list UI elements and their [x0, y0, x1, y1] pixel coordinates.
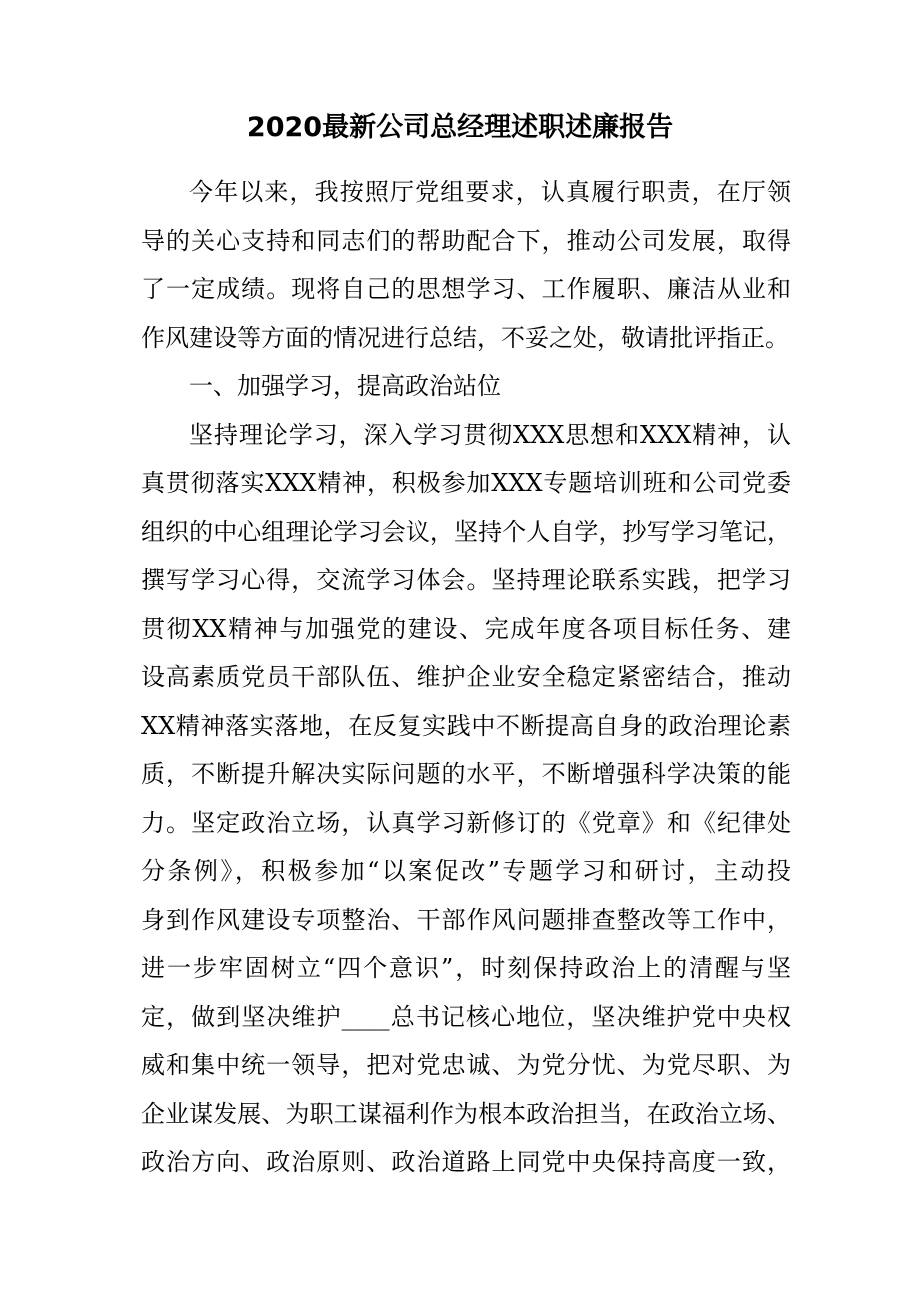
text-line: 真贯彻落实XXX精神，积极参加XXX专题培训班和公司党委 [141, 469, 791, 497]
text-line: 定，做到坚决维护____总书记核心地位，坚决维护党中央权 [141, 1002, 791, 1031]
text-line: 作风建设等方面的情况进行总结，不妥之处，敬请批评指正。 [141, 323, 789, 352]
text-line: 进一步牢固树立“四个意识”，时刻保持政治上的清醒与坚 [141, 954, 791, 982]
text-line: 质，不断提升解决实际问题的水平，不断增强科学决策的能 [141, 760, 791, 788]
text-line: 企业谋发展、为职工谋福利作为根本政治担当，在政治立场、 [141, 1099, 791, 1128]
text-line: 贯彻XX精神与加强党的建设、完成年度各项目标任务、建 [141, 614, 791, 643]
document-title: 2020最新公司总经理述职述廉报告 [246, 112, 674, 143]
text-line: 撰写学习心得，交流学习体会。坚持理论联系实践，把学习 [141, 566, 791, 594]
text-line: 分条例》，积极参加“以案促改”专题学习和研讨，主动投 [141, 857, 791, 885]
text-line: XX精神落实落地，在反复实践中不断提高自身的政治理论素 [141, 711, 791, 740]
text-line: 身到作风建设专项整治、干部作风问题排查整改等工作中， [141, 905, 791, 934]
text-line: 设高素质党员干部队伍、维护企业安全稳定紧密结合，推动 [141, 663, 791, 691]
text-line: 导的关心支持和同志们的帮助配合下，推动公司发展，取得 [141, 226, 791, 255]
text-line: 坚持理论学习，深入学习贯彻XXX思想和XXX精神，认 [189, 420, 791, 449]
document-body [141, 168, 791, 1187]
text-line: 政治方向、政治原则、政治道路上同党中央保持高度一致， [141, 1148, 791, 1176]
text-line: 威和集中统一领导，把对党忠诚、为党分忧、为党尽职、为 [141, 1051, 791, 1079]
text-line: 组织的中心组理论学习会议，坚持个人自学，抄写学习笔记， [141, 517, 791, 546]
text-line: 今年以来，我按照厅党组要求，认真履行职责，在厅领 [189, 178, 791, 206]
text-line: 了一定成绩。现将自己的思想学习、工作履职、廉洁从业和 [141, 275, 791, 303]
section-heading: 一、加强学习，提高政治站位 [189, 372, 501, 400]
text-line: 力。坚定政治立场，认真学习新修订的《党章》和《纪律处 [141, 808, 791, 837]
